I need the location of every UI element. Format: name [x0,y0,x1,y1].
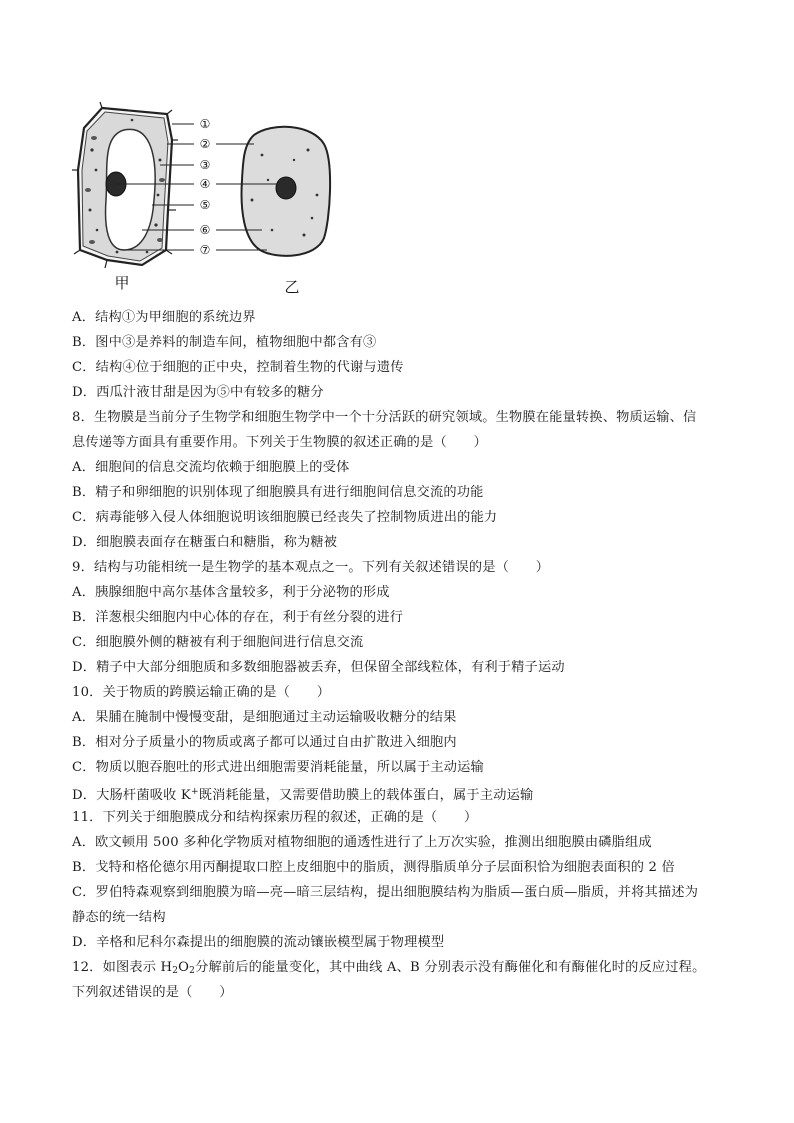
label-2: ② [199,137,211,151]
label-4: ④ [199,177,211,191]
q9-option-b: B．洋葱根尖细胞内中心体的存在，利于有丝分裂的进行 [72,610,404,625]
q11-option-c-line2: 静态的统一结构 [72,910,166,925]
cell-b-label: 乙 [284,278,300,296]
q7-option-d: D．西瓜汁液甘甜是因为⑤中有较多的糖分 [72,385,324,400]
label-5: ⑤ [199,198,211,212]
q10-option-d-post: 既消耗能量，又需要借助膜上的载体蛋白，属于主动运输 [198,788,534,803]
q12-stem-pre: 12．如图表示 H [72,960,173,975]
q7-option-b: B．图中③是养料的制造车间，植物细胞中都含有③ [72,335,377,350]
q11-stem: 11．下列关于细胞膜成分和结构探索历程的叙述，正确的是（ ） [72,810,478,825]
q8-stem-line2: 息传递等方面具有重要作用。下列关于生物膜的叙述正确的是（ ） [72,435,488,450]
q8-option-a: A．细胞间的信息交流均依赖于细胞膜上的受体 [72,460,350,475]
q12-stem-line1 [72,955,728,980]
q12-sub-1: 2 [172,966,179,976]
q7-option-a: A．结构①为甲细胞的系统边界 [72,310,256,325]
q8-option-d: D．细胞膜表面存在糖蛋白和糖脂，称为糖被 [72,535,338,550]
cell-diagram-figure [72,100,342,300]
q9-option-d: D．精子中大部分细胞质和多数细胞器被丢弃，但保留全部线粒体，有利于精子运动 [72,660,565,675]
q9-stem: 9．结构与功能相统一是生物学的基本观点之一。下列有关叙述错误的是（ ） [72,560,550,575]
q9-option-a: A．胰腺细胞中高尔基体含量较多，利于分泌物的形成 [72,585,390,600]
q10-option-c: C．物质以胞吞胞吐的形式进出细胞需要消耗能量，所以属于主动运输 [72,760,484,775]
q11-option-b: B．戈特和格伦德尔用丙酮提取口腔上皮细胞中的脂质，测得脂质单分子层面积恰为细胞表面积的 2 倍 [72,860,675,875]
cell-a-label: 甲 [114,274,130,292]
cell-diagram [72,100,342,300]
q12-stem-mid: O [178,960,190,975]
animal-nucleus [276,177,296,199]
q11-option-d: D．辛格和尼科尔森提出的细胞膜的流动镶嵌模型属于物理模型 [72,935,445,950]
q12-stem-line2: 下列叙述错误的是（ ） [72,985,233,1000]
label-6: ⑥ [199,223,211,237]
q10-stem: 10．关于物质的跨膜运输正确的是（ ） [72,685,331,700]
label-7: ⑦ [199,243,211,257]
label-3: ③ [199,158,211,172]
q12-stem-post: 分解前后的能量变化，其中曲线 A、B 分别表示没有酶催化和有酶催化时的反应过程。 [195,960,706,975]
question-content [72,305,728,1005]
q8-option-b: B．精子和卵细胞的识别体现了细胞膜具有进行细胞间信息交流的功能 [72,485,484,500]
q9-option-c: C．细胞膜外侧的糖被有利于细胞间进行信息交流 [72,635,364,650]
q10-option-d [72,780,728,805]
q10-option-a: A．果脯在腌制中慢慢变甜，是细胞通过主动运输吸收糖分的结果 [72,710,457,725]
q10-option-d-pre: D．大肠杆菌吸收 K [72,788,191,803]
q10-option-d-sup: + [190,787,199,797]
animal-cell [242,127,331,256]
q11-option-c-line1: C．罗伯特森观察到细胞膜为暗—亮—暗三层结构，提出细胞膜结构为脂质—蛋白质—脂质，并将其描述为 [72,885,699,900]
q10-option-b: B．相对分子质量小的物质或离子都可以通过自由扩散进入细胞内 [72,735,457,750]
label-1: ① [199,117,211,131]
q8-option-c: C．病毒能够入侵人体细胞说明该细胞膜已经丧失了控制物质进出的能力 [72,510,498,525]
q12-sub-2: 2 [189,966,196,976]
q11-option-a: A．欧文顿用 500 多种化学物质对植物细胞的通透性进行了上万次实验，推测出细胞膜由磷脂组成 [72,835,652,850]
q8-stem-line1: 8．生物膜是当前分子生物学和细胞生物学中一个十分活跃的研究领域。生物膜在能量转换、物质运输、信 [72,410,697,425]
q7-option-c: C．结构④位于细胞的正中央，控制着生物的代谢与遗传 [72,360,404,375]
plant-cell [72,102,178,268]
